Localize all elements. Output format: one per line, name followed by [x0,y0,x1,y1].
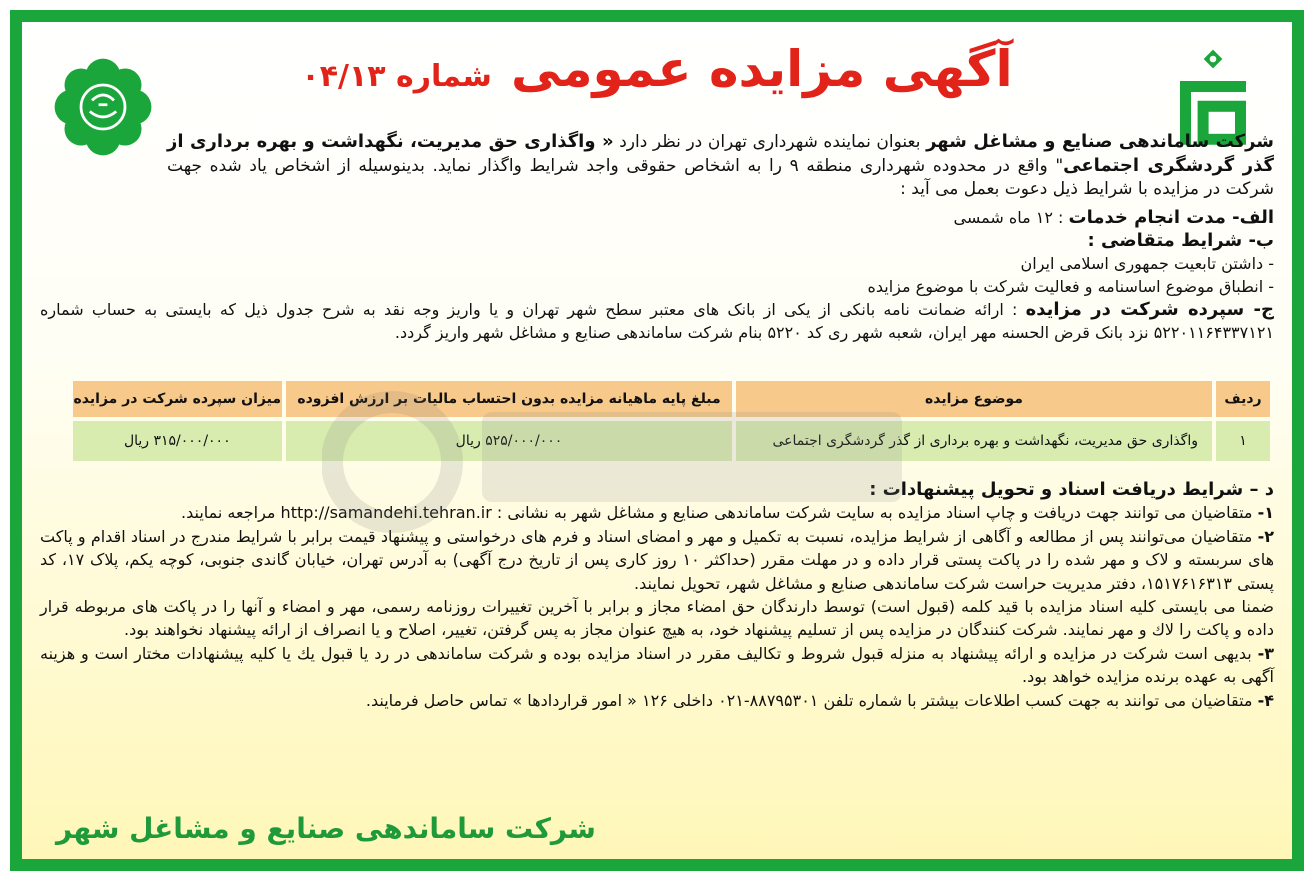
intro-paragraph [167,130,1274,201]
tender-number: شماره ۰۴/۱۳ [301,59,492,94]
item-2-number: ۲- [1257,526,1274,546]
cell-row-number: ۱ [1216,421,1270,461]
item-4-number: ۴- [1257,690,1274,710]
conditions-block [40,206,1274,344]
section-d-item-3 [40,642,1274,689]
section-d-item-2 [40,525,1274,595]
table-header-row [73,381,1270,417]
column-header-base-price: مبلغ پایه ماهیانه مزایده بدون احتساب مالیات بر ارزش افزوده [286,381,732,417]
section-d-item-4 [40,689,1274,712]
cell-deposit: ۳۱۵/۰۰۰/۰۰۰ ریال [73,421,282,461]
item-1-end: مراجعه نمایند. [181,503,281,523]
table-row [73,421,1270,461]
cell-subject: واگذاری حق مدیریت، نگهداشت و بهره برداری از گذر گردشگری اجتماعی [736,421,1212,461]
item-1-number: ۱- [1257,503,1274,523]
item-1-text: متقاضیان می توانند جهت دریافت و چاپ اسناد مزایده به سایت شرکت ساماندهی صنایع و مشاغل شهر به نشانی : [491,503,1258,523]
tender-subject: « واگذاری حق مدیریت، نگهداشت و بهره برداری از گذر گردشگری اجتماعی [167,131,1275,176]
item-3-number: ۳- [1257,643,1274,663]
section-d-item-2b: ضمنا می بایستی کلیه اسناد مزایده با قید کلمه (قبول است) توسط دارندگان حق امضاء مجاز و برابر با آخرین تغییرات روزنامه رسمی، مهر و امضاء و آنها را در پاکت های مربوطه قرار داده و پاکت را لاك و مهر نمایند. شرکت کنندگان در مزایده پس از تسلیم پیشنهاد خود، به هیچ عنوان مجاز به پس گرفتن، تغییر، اصلاح و یا انصراف از ارائه پیشنهاد نخواهند بود. [40,597,1274,640]
item-3-text: بدیهی است شرکت در مزایده و ارائه پیشنهاد به منزله قبول شروط و تکالیف مقرر در اسناد مزایده بوده و شرکت ساماندهی در رد یا قبول یك یا کلیه پیشنهادات مختار است و هزینه آگهی به عهده برنده مزایده خواهد بود. [40,643,1274,687]
section-a-value: : ۱۲ ماه شمسی [953,208,1069,227]
footer-company-name: شرکت ساماندهی صنایع و مشاغل شهر [56,812,596,845]
company-name: شرکت ساماندهی صنایع و مشاغل شهر [926,131,1275,152]
advertisement-frame [10,10,1304,871]
website-link[interactable]: http://samandehi.tehran.ir [280,503,492,523]
title-row [22,40,1292,98]
section-a [40,206,1274,229]
intro-text-1: بعنوان نماینده شهرداری تهران در نظر دارد [613,132,927,152]
section-c-label: ج- سپرده شرکت در مزایده [1025,299,1274,320]
tender-table [69,377,1274,465]
section-a-label: الف- مدت انجام خدمات [1068,207,1274,228]
cell-base-price: ۵۲۵/۰۰۰/۰۰۰ ریال [286,421,732,461]
item-4-text: متقاضیان می توانند به جهت کسب اطلاعات بیشتر با شماره تلفن ۸۸۷۹۵۳۰۱-۰۲۱ داخلی ۱۲۶ « امور قراردادها » تماس حاصل فرمایند. [365,690,1258,710]
column-header-deposit: میزان سپرده شرکت در مزایده [73,381,282,417]
section-c-text: : ارائه ضمانت نامه بانکی از یکی از بانک های معتبر سطح شهر تهران و یا واریز وجه نقد به شرح جدول ذیل که بایستی به حساب شماره ۵۲۲۰۱۱۶۴۳۳۷۱۲۱ نزد بانک قرض الحسنه مهر ایران، شعبه شهر ری کد ۵۲۲۰ بنام شرکت ساماندهی صنایع و مشاغل شهر واریز گردد. [40,300,1274,342]
section-b-item-1: - داشتن تابعیت جمهوری اسلامی ایران [1020,254,1274,273]
page-title: آگهی مزایده عمومی [511,40,1013,98]
intro-text-2: " واقع در محدوده شهرداری منطقه ۹ را به اشخاص حقوقی واجد شرایط واگذار نماید. بدینوسیله از اشخاص یاد شده جهت شرکت در مزایده با شرایط ذیل دعوت بعمل می آید : [167,156,1274,199]
column-header-row-number: ردیف [1216,381,1270,417]
section-b-label: ب- شرایط متقاضی : [1087,230,1274,251]
section-d-label: د – شرایط دریافت اسناد و تحویل پیشنهادات : [869,479,1274,500]
advertisement-content [22,22,1292,859]
section-d-block [40,478,1274,712]
section-d-item-1 [40,501,1274,524]
column-header-subject: موضوع مزایده [736,381,1212,417]
section-b-item-2: - انطباق موضوع اساسنامه و فعالیت شرکت با موضوع مزایده [867,277,1274,296]
item-2-text: متقاضیان می‌توانند پس از مطالعه و آگاهی از شرایط مزایده، نسبت به تکمیل و مهر و امضای اسناد و فرم های درخواستی و پیشنهاد قیمت برابر با شرایط مندرج در اسناد اقدام و پاکت های سربسته و لاک و مهر شده را در پاکت پستی قرار داده و در مهلت مقرر (حداکثر ۱۰ روز کاری پس از تاریخ درج آگهی) به آدرس تهران، خیابان گاندی جنوبی، کوچه یکم، پلاک ۱۷، کد پستی ۱۵۱۷۶۱۶۳۱۳، دفتر مدیریت حراست شرکت ساماندهی صنایع و مشاغل شهر، تحویل نمایند. [40,526,1275,593]
section-c [40,298,1274,344]
